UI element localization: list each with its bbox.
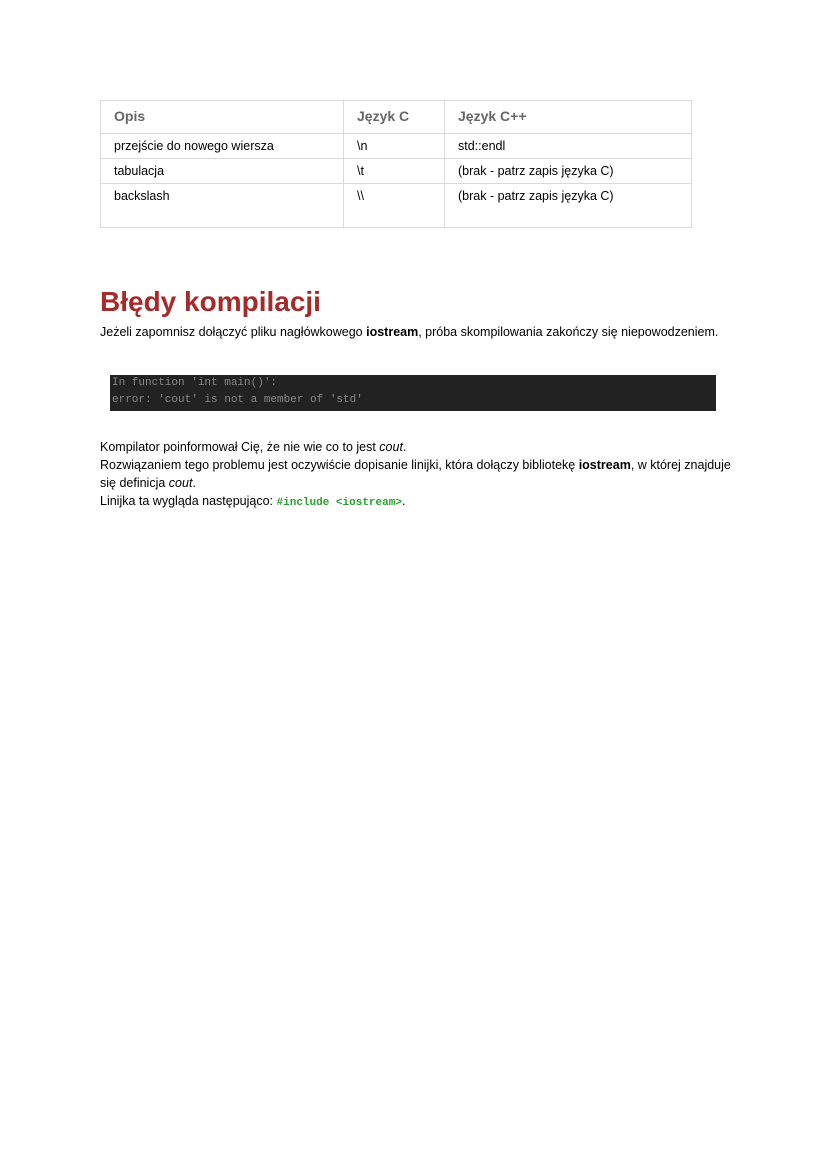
text: Rozwiązaniem tego problemu jest oczywiście dopisanie linijki, która dołączy bibliotekę xyxy=(100,458,579,472)
paragraph xyxy=(100,492,740,512)
table-header-row xyxy=(101,101,692,134)
italic-text: cout xyxy=(379,440,403,454)
paragraph xyxy=(100,438,740,456)
cell: (brak - patrz zapis języka C) xyxy=(445,184,692,228)
header-cpp: Język C++ xyxy=(445,101,692,134)
cell: przejście do nowego wiersza xyxy=(101,134,344,159)
text: . xyxy=(192,476,196,490)
text: Linijka ta wygląda następująco: xyxy=(100,494,277,508)
code-block xyxy=(110,375,716,411)
text: , w której znajduje się definicja xyxy=(100,458,731,490)
bold-text: iostream xyxy=(578,458,631,472)
intro-paragraph xyxy=(100,325,718,339)
cell: \n xyxy=(344,134,445,159)
text: Jeżeli zapomnisz dołączyć pliku nagłówkowego xyxy=(100,325,367,339)
cell: std::endl xyxy=(445,134,692,159)
italic-text: cout xyxy=(168,476,193,490)
explanation-text xyxy=(100,438,740,512)
bold-text: iostream xyxy=(366,325,419,339)
paragraph xyxy=(100,456,740,492)
table-row xyxy=(101,184,692,228)
text: . xyxy=(401,494,406,508)
inline-code: #include <iostream> xyxy=(276,497,402,509)
table-row xyxy=(101,159,692,184)
cell: \\ xyxy=(344,184,445,228)
section-heading: Błędy kompilacji xyxy=(100,286,321,317)
header-opis: Opis xyxy=(101,101,344,134)
table-row xyxy=(101,134,692,159)
escape-table xyxy=(100,100,692,228)
cell: backslash xyxy=(101,184,344,228)
code-line: error: 'cout' is not a member of 'std' xyxy=(112,394,363,406)
cell: tabulacja xyxy=(101,159,344,184)
code-line: In function 'int main()': xyxy=(112,377,278,389)
text: . xyxy=(402,440,407,454)
cell: (brak - patrz zapis języka C) xyxy=(445,159,692,184)
header-c: Język C xyxy=(344,101,445,134)
text: , próba skompilowania zakończy się niepowodzeniem. xyxy=(418,325,719,339)
cell: \t xyxy=(344,159,445,184)
text: Kompilator poinformował Cię, że nie wie co to jest xyxy=(100,440,380,454)
